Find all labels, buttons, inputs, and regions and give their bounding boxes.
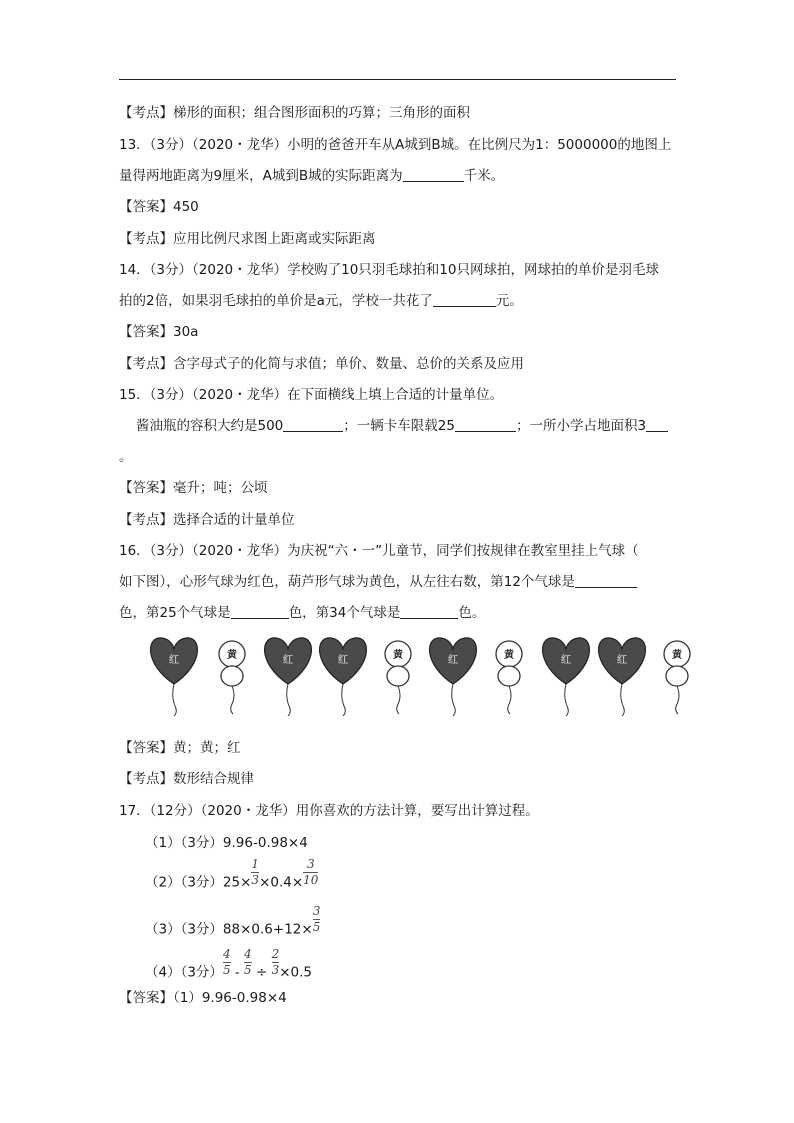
q12-knowledge-point: 【考点】梯形的面积；组合图形面积的巧算；三角形的面积 xyxy=(119,105,470,121)
q15-end-punct: 。 xyxy=(119,449,133,465)
q15-part2: ；一辆卡车限载25 xyxy=(343,418,455,434)
q16-stem-line1: 16．（3分）（2020・龙华）为庆祝“六・一”儿童节，同学们按规律在教室里挂上气球（ xyxy=(119,543,639,559)
q16-blank3 xyxy=(400,604,458,619)
q14-stem-text: 拍的2倍，如果羽毛球拍的单价是a元，学校一共花了 xyxy=(119,293,433,309)
balloon-label: 黄 xyxy=(393,650,403,661)
q13-answer: 【答案】450 xyxy=(119,199,199,215)
q13-stem-line2 xyxy=(119,167,504,185)
balloon-label: 红 xyxy=(448,655,458,666)
balloon-label: 黄 xyxy=(672,650,682,661)
q17-item2-part2: ×0.4× xyxy=(259,874,304,891)
q16-part2: 色，第34个气球是 xyxy=(288,605,401,621)
heart-balloon xyxy=(151,638,198,716)
gourd-balloon xyxy=(219,641,245,714)
q17-answer: 【答案】（1）9.96-0.98×4 xyxy=(119,990,287,1006)
q15-sentence xyxy=(136,417,668,435)
q17-stem: 17．（12分）（2020・龙华）用你喜欢的方法计算，要写出计算过程。 xyxy=(119,803,539,819)
q15-knowledge-point: 【考点】选择合适的计量单位 xyxy=(119,512,295,528)
q17-item4 xyxy=(145,947,313,987)
q14-answer: 【答案】30a xyxy=(119,324,199,340)
q17-item3 xyxy=(145,904,321,944)
q17-item2 xyxy=(145,857,319,897)
balloon-label: 红 xyxy=(561,655,571,666)
q16-part1: 色，第25个气球是 xyxy=(119,605,231,621)
heart-balloon xyxy=(265,638,312,716)
q14-knowledge-point: 【考点】含字母式子的化简与求值；单价、数量、总价的关系及应用 xyxy=(119,356,524,372)
q14-stem-line1: 14．（3分）（2020・龙华）学校购了10只羽毛球拍和10只网球拍，网球拍的单价是羽毛球 xyxy=(119,262,659,278)
heart-balloon xyxy=(320,638,367,716)
q13-knowledge-point: 【考点】应用比例尺求图上距离或实际距离 xyxy=(119,231,376,247)
q16-blank2 xyxy=(231,604,289,619)
fraction-4-5-b: $\frac{4}{5}$ xyxy=(244,947,252,977)
balloon-label: 黄 xyxy=(504,650,514,661)
header-rule xyxy=(119,79,676,80)
gourd-balloon xyxy=(664,641,690,714)
balloon-label: 黄 xyxy=(227,650,237,661)
fraction-1-3: $\frac{1}{3}$ xyxy=(251,857,260,887)
q16-stem-text: 如下图），心形气球为红色，葫芦形气球为黄色，从左往右数，第12个气球是 xyxy=(119,574,575,590)
balloon-label: 红 xyxy=(169,655,179,666)
heart-balloon xyxy=(599,638,646,716)
gourd-balloon xyxy=(385,641,411,714)
q16-stem-line3 xyxy=(119,604,485,622)
fraction-4-5-a: $\frac{4}{5}$ xyxy=(222,947,231,977)
fraction-2-3: $\frac{2}{3}$ xyxy=(271,947,280,977)
balloon-label: 红 xyxy=(338,655,348,666)
q15-stem: 15．（3分）（2020・龙华）在下面横线上填上合适的计量单位。 xyxy=(119,387,504,403)
q17-item3-text: （3）（3分）88×0.6+12× xyxy=(145,921,313,938)
gourd-balloon xyxy=(496,641,522,714)
q13-stem-line1: 13．（3分）（2020・龙华）小明的爸爸开车从A城到B城。在比例尺为1：5000000的地图上 xyxy=(119,137,672,153)
q17-item1: （1）（3分）9.96-0.98×4 xyxy=(145,835,308,851)
heart-balloon xyxy=(430,638,477,716)
balloon-label: 红 xyxy=(283,655,293,666)
q16-part3: 色。 xyxy=(458,605,486,621)
q14-unit: 元。 xyxy=(495,293,523,309)
q13-stem-text: 量得两地距离为9厘米，A城到B城的实际距离为 xyxy=(119,168,403,184)
q15-blank1 xyxy=(283,417,343,432)
q14-stem-line2 xyxy=(119,292,523,310)
fraction-3-10: $\frac{3}{10}$ xyxy=(303,857,319,887)
q13-answer-blank xyxy=(403,167,464,182)
q16-knowledge-point: 【考点】数形结合规律 xyxy=(119,771,254,787)
q17-item4-part1: （4）（3分） xyxy=(145,964,223,981)
balloon-label: 红 xyxy=(617,655,627,666)
q14-answer-blank xyxy=(433,292,496,307)
q16-answer: 【答案】黄；黄；红 xyxy=(119,740,241,756)
q16-blank1 xyxy=(575,573,637,588)
q17-item4-divide: ÷ xyxy=(251,964,272,981)
q16-stem-line2 xyxy=(119,573,637,591)
fraction-3-5: $\frac{3}{5}$ xyxy=(312,904,321,934)
q15-part3: ；一所小学占地面积3 xyxy=(515,418,647,434)
heart-balloon xyxy=(543,638,590,716)
q15-blank3 xyxy=(646,417,668,432)
q15-blank2 xyxy=(455,417,516,432)
q17-item2-part1: （2）（3分）25× xyxy=(145,874,252,891)
q17-item4-minus: - xyxy=(230,964,245,981)
q13-unit: 千米。 xyxy=(463,168,505,184)
q17-item4-part2: ×0.5 xyxy=(279,964,313,981)
balloon-sequence-figure xyxy=(140,634,700,716)
q15-part1: 酱油瓶的容积大约是500 xyxy=(136,418,284,434)
q15-answer: 【答案】毫升；吨；公顷 xyxy=(119,480,268,496)
